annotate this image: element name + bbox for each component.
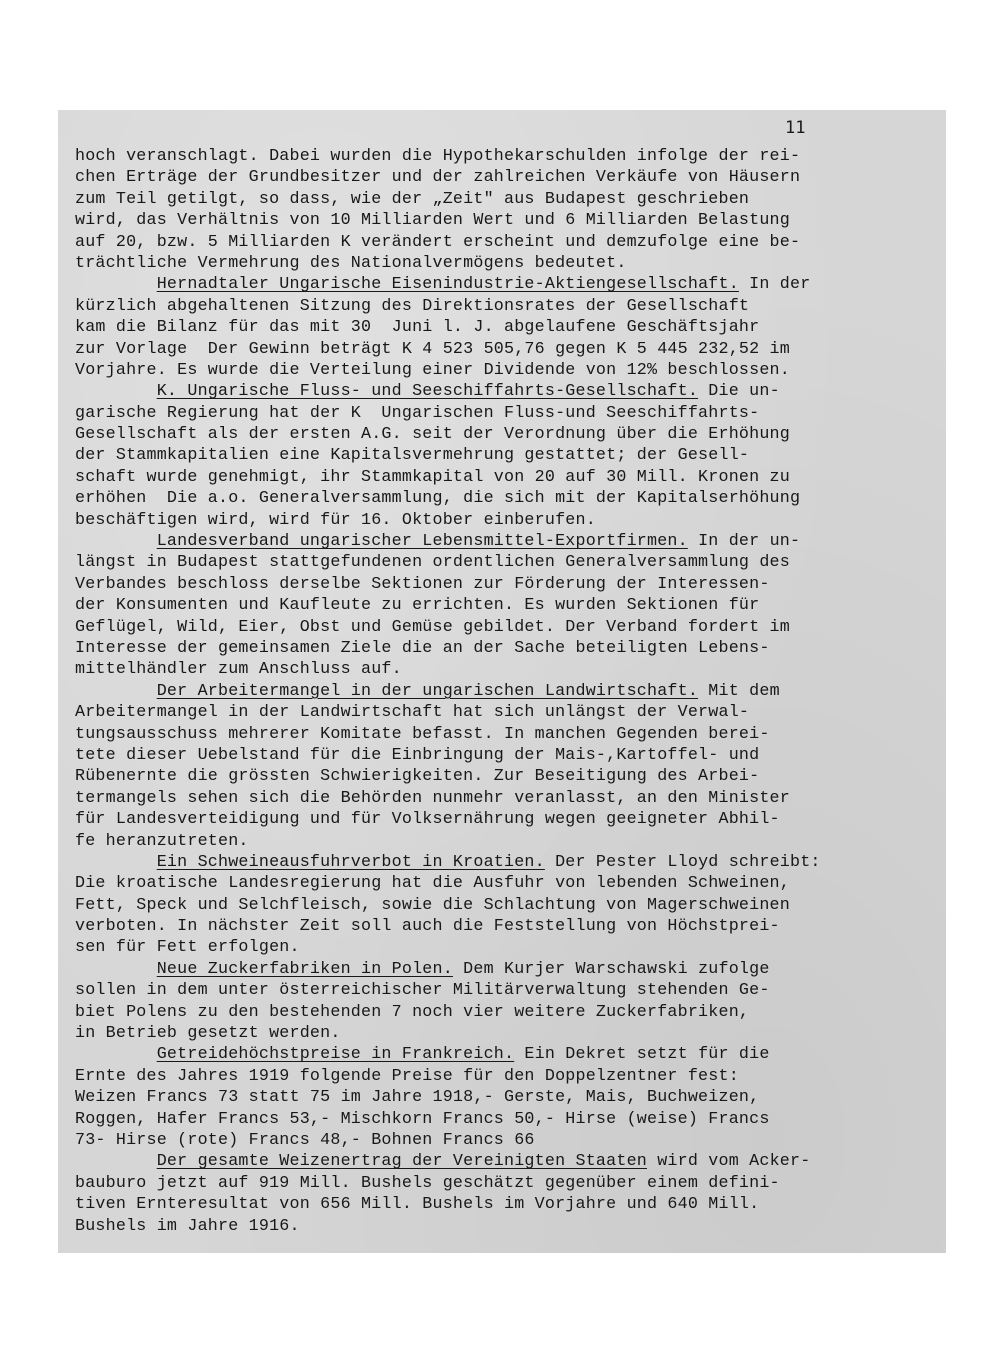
- line-text: hoch veranschlagt. Dabei wurden die Hypothekarschulden infolge der rei-: [75, 147, 801, 166]
- text-line: [75, 403, 935, 424]
- section-heading: K. Ungarische Fluss- und Seeschiffahrts-Gesellschaft.: [156, 382, 699, 402]
- section-heading: Getreidehöchstpreise in Frankreich.: [156, 1045, 515, 1065]
- line-text: bauburo jetzt auf 919 Mill. Bushels geschätzt gegenüber einem defini-: [75, 1173, 780, 1193]
- line-text: Interesse der gemeinsamen Ziele die an der Sache beteiligten Lebens-: [75, 638, 770, 658]
- line-text: für Landesverteidigung und für Volksernährung wegen geeigneter Abhil-: [75, 810, 780, 830]
- text-line: [75, 360, 935, 381]
- text-line: [75, 1109, 935, 1130]
- line-text-after-heading: In der: [738, 275, 811, 295]
- line-text: schaft wurde genehmigt, ihr Stammkapital von 20 auf 30 Mill. Kronen zu: [75, 467, 790, 487]
- section-heading: Der Arbeitermangel in der ungarischen Landwirtschaft.: [156, 681, 699, 701]
- line-text: zum Teil getilgt, so dass, wie der „Zeit" aus Budapest geschrieben: [75, 189, 750, 209]
- line-text: Ernte des Jahres 1919 folgende Preise für den Doppelzentner fest:: [75, 1066, 739, 1086]
- text-line: [75, 1087, 935, 1108]
- text-line: [75, 980, 935, 1001]
- line-text: zur Vorlage Der Gewinn beträgt K 4 523 505,76 gegen K 5 445 232,52 im: [75, 339, 790, 359]
- line-indent: [75, 960, 157, 979]
- section-heading: Landesverband ungarischer Lebensmittel-Exportfirmen.: [156, 532, 688, 552]
- line-text: Die kroatische Landesregierung hat die Ausfuhr von lebenden Schweinen,: [75, 874, 790, 894]
- text-line: [75, 916, 935, 937]
- section-heading-line: [75, 531, 935, 552]
- line-text-after-heading: Mit dem: [698, 681, 780, 701]
- text-line: [75, 189, 935, 210]
- section-heading-line: [75, 959, 935, 980]
- text-line: [75, 617, 935, 638]
- section-heading: Neue Zuckerfabriken in Polen.: [156, 959, 453, 979]
- line-indent: [75, 1045, 157, 1064]
- line-indent: [75, 532, 157, 551]
- line-text: kam die Bilanz für das mit 30 Juni l. J. abgelaufene Geschäftsjahr: [75, 318, 760, 338]
- section-heading: Ein Schweineausfuhrverbot in Kroatien.: [156, 852, 545, 872]
- text-line: [75, 1194, 935, 1215]
- line-text: garische Regierung hat der K Ungarischen Fluss-und Seeschiffahrts-: [75, 403, 760, 423]
- text-line: [75, 339, 935, 360]
- text-line: [75, 766, 935, 787]
- line-text: Roggen, Hafer Francs 53,- Mischkorn Francs 50,- Hirse (weise) Francs: [75, 1109, 770, 1129]
- text-line: [75, 317, 935, 338]
- line-text: sen für Fett erfolgen.: [75, 938, 300, 958]
- text-line: [75, 1173, 935, 1194]
- section-heading-line: [75, 852, 935, 873]
- line-text: verboten. In nächster Zeit soll auch die Feststellung von Höchstprei-: [75, 917, 780, 937]
- line-indent: [75, 1152, 157, 1171]
- line-text: 73- Hirse (rote) Francs 48,- Bohnen Francs 66: [75, 1130, 535, 1150]
- line-text-after-heading: In der un-: [687, 532, 801, 552]
- line-text: tungsausschuss mehrerer Komitate befasst. In manchen Gegenden berei-: [75, 724, 770, 744]
- line-text: Gesellschaft als der ersten A.G. seit der Verordnung über die Erhöhung: [75, 425, 790, 445]
- text-line: [75, 638, 935, 659]
- line-text: Fett, Speck und Selchfleisch, sowie die Schlachtung von Magerschweinen: [75, 895, 790, 915]
- text-line: [75, 595, 935, 616]
- text-line: [75, 574, 935, 595]
- text-line: [75, 1130, 935, 1151]
- text-line: [75, 1023, 935, 1044]
- text-line: [75, 552, 935, 573]
- line-text-after-heading: Dem Kurjer Warschawski zufolge: [452, 959, 770, 979]
- line-text: Vorjahre. Es wurde die Verteilung einer Dividende von 12% beschlossen.: [75, 360, 790, 380]
- line-text-after-heading: Die un-: [698, 382, 780, 402]
- line-text: Bushels im Jahre 1916.: [75, 1216, 300, 1236]
- section-heading: Hernadtaler Ungarische Eisenindustrie-Aktiengesellschaft.: [156, 275, 739, 295]
- text-line: [75, 788, 935, 809]
- text-line: [75, 831, 935, 852]
- line-text: biet Polens zu den bestehenden 7 noch vier weitere Zuckerfabriken,: [75, 1002, 750, 1022]
- section-heading-line: [75, 681, 935, 702]
- text-line: [75, 146, 935, 167]
- text-line: [75, 488, 935, 509]
- line-text: fe heranzutreten.: [75, 831, 249, 851]
- section-heading-line: [75, 381, 935, 402]
- text-line: [75, 702, 935, 723]
- line-text: tete dieser Uebelstand für die Einbringung der Mais-,Kartoffel- und: [75, 745, 760, 765]
- text-line: [75, 745, 935, 766]
- text-line: [75, 467, 935, 488]
- text-line: [75, 210, 935, 231]
- page-number: 11: [785, 118, 806, 138]
- line-indent: [75, 275, 157, 294]
- line-text: Geflügel, Wild, Eier, Obst und Gemüse gebildet. Der Verband fordert im: [75, 617, 790, 637]
- line-indent: [75, 682, 157, 701]
- line-text: trächtliche Vermehrung des Nationalvermögens bedeutet.: [75, 253, 627, 273]
- line-text: termangels sehen sich die Behörden nunmehr veranlasst, an den Minister: [75, 788, 790, 808]
- line-text-after-heading: Ein Dekret setzt für die: [514, 1045, 770, 1065]
- text-line: [75, 253, 935, 274]
- line-text-after-heading: wird vom Acker-: [647, 1152, 811, 1172]
- section-heading: Der gesamte Weizenertrag der Vereinigten Staaten: [156, 1152, 647, 1172]
- text-line: [75, 1216, 935, 1237]
- line-indent: [75, 853, 157, 872]
- text-line: [75, 895, 935, 916]
- line-text: längst in Budapest stattgefundenen ordentlichen Generalversammlung des: [75, 553, 790, 573]
- text-line: [75, 510, 935, 531]
- text-line: [75, 296, 935, 317]
- line-text: in Betrieb gesetzt werden.: [75, 1024, 341, 1044]
- line-text: sollen in dem unter österreichischer Militärverwaltung stehenden Ge-: [75, 981, 770, 1001]
- line-text-after-heading: Der Pester Lloyd schreibt:: [544, 852, 821, 872]
- text-line: [75, 1002, 935, 1023]
- line-text: erhöhen Die a.o. Generalversammlung, die sich mit der Kapitalserhöhung: [75, 489, 801, 509]
- line-text: Arbeitermangel in der Landwirtschaft hat sich unlängst der Verwal-: [75, 703, 750, 723]
- text-line: [75, 809, 935, 830]
- line-text: Weizen Francs 73 statt 75 im Jahre 1918,- Gerste, Mais, Buchweizen,: [75, 1088, 760, 1108]
- line-text: der Konsumenten und Kaufleute zu errichten. Es wurden Sektionen für: [75, 596, 760, 616]
- line-text: mittelhändler zum Anschluss auf.: [75, 660, 402, 680]
- text-line: [75, 1066, 935, 1087]
- document-body: [75, 146, 935, 1237]
- text-line: [75, 724, 935, 745]
- line-text: tiven Ernteresultat von 656 Mill. Bushels im Vorjahre und 640 Mill.: [75, 1195, 760, 1215]
- section-heading-line: [75, 1151, 935, 1172]
- section-heading-line: [75, 1044, 935, 1065]
- text-line: [75, 873, 935, 894]
- section-heading-line: [75, 274, 935, 295]
- text-line: [75, 445, 935, 466]
- text-line: [75, 232, 935, 253]
- line-text: beschäftigen wird, wird für 16. Oktober einberufen.: [75, 510, 596, 530]
- text-line: [75, 937, 935, 958]
- line-text: kürzlich abgehaltenen Sitzung des Direktionsrates der Gesellschaft: [75, 296, 750, 316]
- line-text: der Stammkapitalien eine Kapitalsvermehrung gestattet; der Gesell-: [75, 446, 750, 466]
- line-text: Verbandes beschloss derselbe Sektionen zur Förderung der Interessen-: [75, 574, 770, 594]
- line-text: wird, das Verhältnis von 10 Milliarden Wert und 6 Milliarden Belastung: [75, 211, 790, 231]
- text-line: [75, 424, 935, 445]
- line-text: auf 20, bzw. 5 Milliarden K verändert erscheint und demzufolge eine be-: [75, 232, 801, 252]
- text-line: [75, 659, 935, 680]
- line-indent: [75, 382, 157, 401]
- text-line: [75, 167, 935, 188]
- line-text: Rübenernte die grössten Schwierigkeiten. Zur Beseitigung des Arbei-: [75, 767, 760, 787]
- line-text: chen Erträge der Grundbesitzer und der zahlreichen Verkäufe von Häusern: [75, 168, 801, 188]
